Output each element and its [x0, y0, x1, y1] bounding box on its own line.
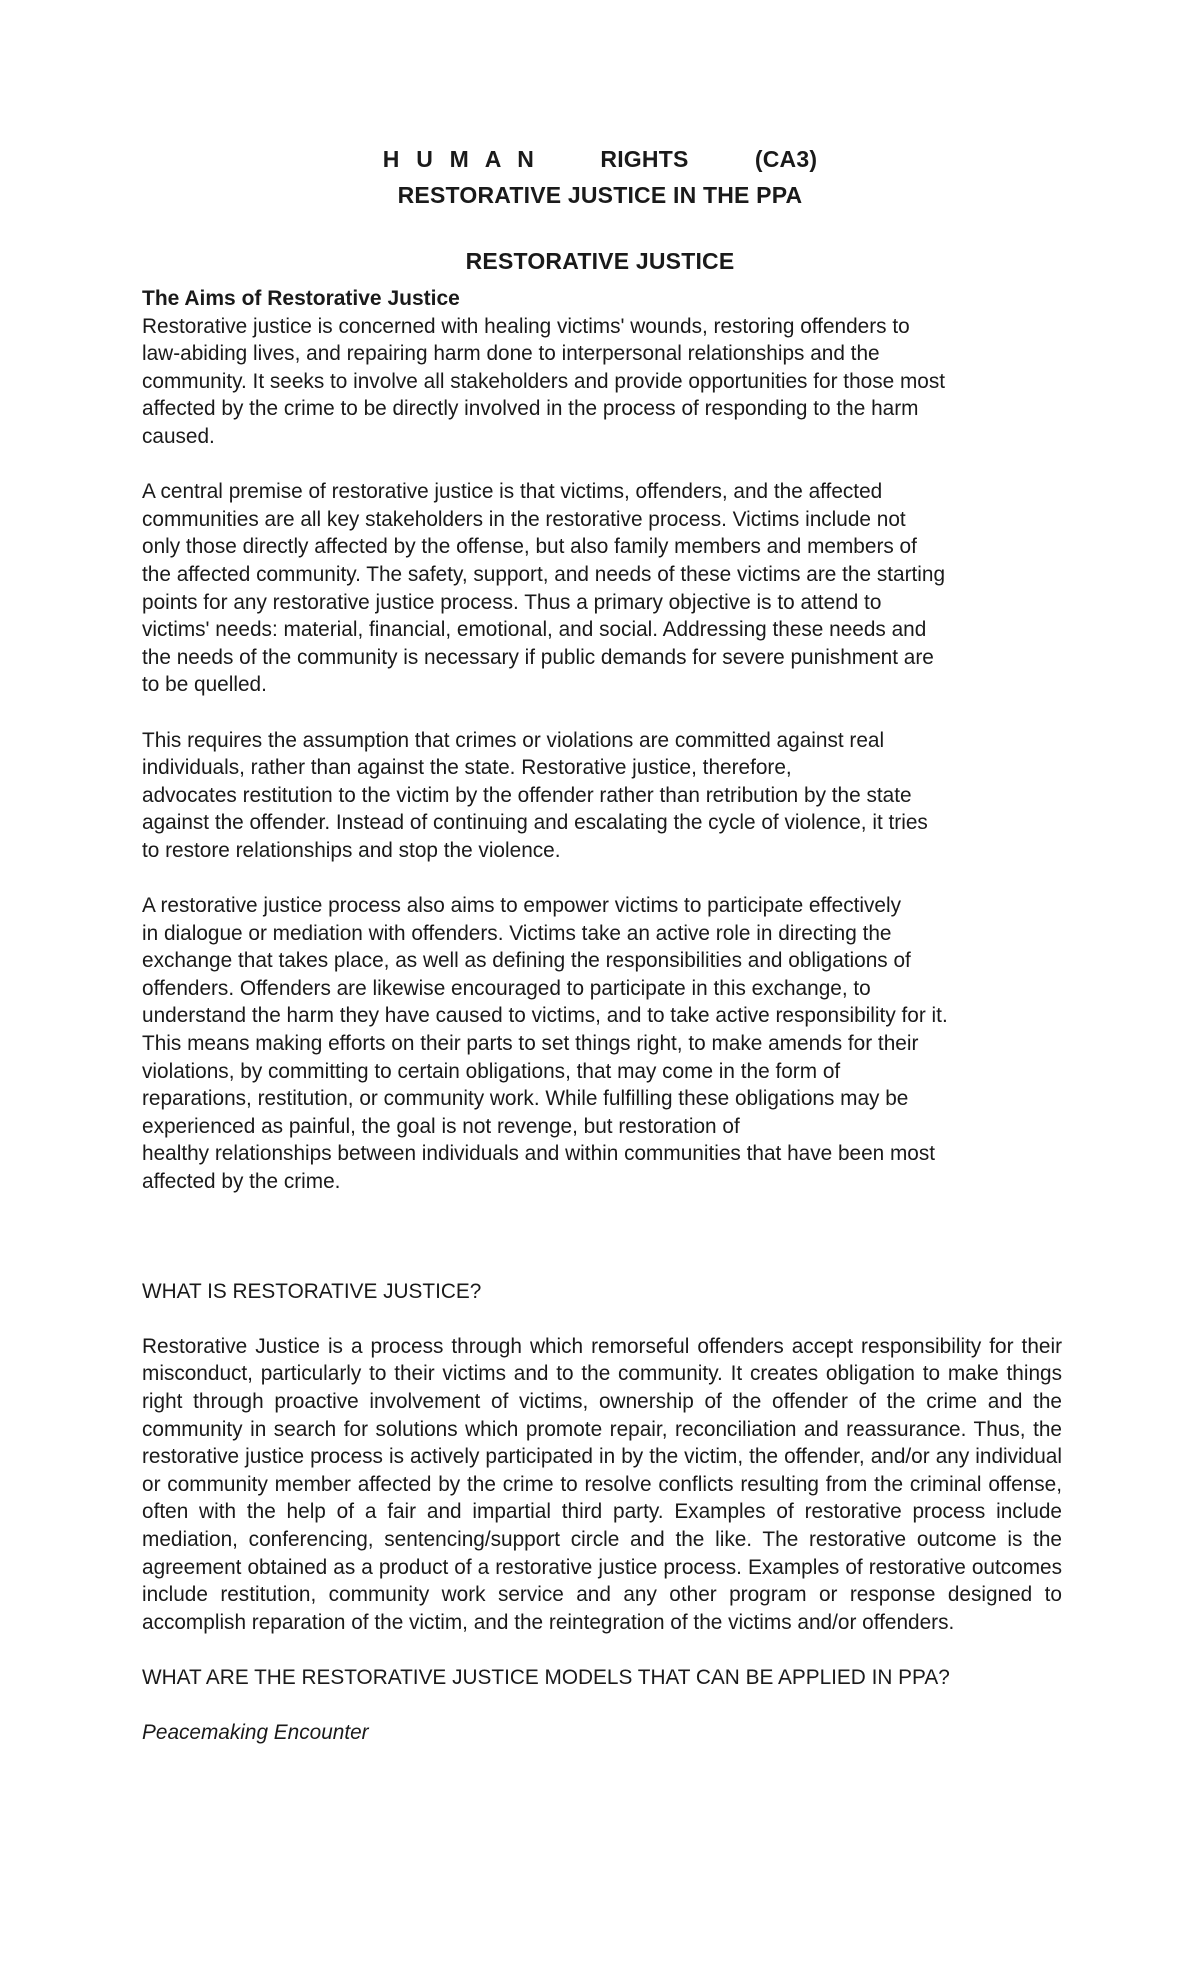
- text-line: This means making efforts on their parts to set things right, to make amends for their: [142, 1032, 919, 1056]
- text-line: experienced as painful, the goal is not revenge, but restoration of: [142, 1114, 740, 1138]
- text-line: This requires the assumption that crimes or violations are committed against real: [142, 728, 885, 752]
- text-line: the affected community. The safety, support, and needs of these victims are the starting: [142, 562, 946, 586]
- text-line: points for any restorative justice process. Thus a primary objective is to attend to: [142, 590, 882, 614]
- text-line: to be quelled.: [142, 673, 267, 697]
- text-line: affected by the crime to be directly involved in the process of responding to the harm: [142, 397, 919, 421]
- aims-paragraph-3: [142, 727, 1062, 865]
- text-line: reparations, restitution, or community work. While fulfilling these obligations may be: [142, 1087, 909, 1111]
- aims-paragraph-2: [142, 478, 1062, 699]
- aims-heading: The Aims of Restorative Justice: [142, 287, 460, 310]
- text-line: community. It seeks to involve all stakeholders and provide opportunities for those most: [142, 369, 946, 393]
- models-subheading: Peacemaking Encounter: [142, 1721, 369, 1745]
- aims-paragraph-1: [142, 313, 1062, 451]
- text-line: individuals, rather than against the state. Restorative justice, therefore,: [142, 756, 792, 780]
- text-line: healthy relationships between individuals and within communities that have been most: [142, 1142, 936, 1166]
- text-line: the needs of the community is necessary if public demands for severe punishment are: [142, 645, 934, 669]
- what-is-heading: WHAT IS RESTORATIVE JUSTICE?: [142, 1279, 482, 1303]
- text-line: understand the harm they have caused to victims, and to take active responsibility for it.: [142, 1004, 948, 1028]
- text-line: victims' needs: material, financial, emotional, and social. Addressing these needs and: [142, 618, 927, 642]
- text-line: to restore relationships and stop the violence.: [142, 838, 561, 862]
- text-line: in dialogue or mediation with offenders. Victims take an active role in directing the: [142, 921, 892, 945]
- section-gap: [142, 1196, 1062, 1278]
- section-title: RESTORATIVE JUSTICE: [465, 248, 735, 274]
- text-line: against the offender. Instead of continuing and escalating the cycle of violence, it tries: [142, 811, 928, 835]
- aims-paragraph-4: [142, 892, 1062, 1196]
- text-line: A central premise of restorative justice is that victims, offenders, and the affected: [142, 480, 883, 504]
- document-title: H U M A N RIGHTS (CA3): [382, 146, 818, 172]
- text-line: A restorative justice process also aims to empower victims to participate effectively: [142, 894, 902, 918]
- text-line: offenders. Offenders are likewise encouraged to participate in this exchange, to: [142, 976, 871, 1000]
- text-line: only those directly affected by the offense, but also family members and members of: [142, 535, 917, 559]
- text-line: violations, by committing to certain obligations, that may come in the form of: [142, 1059, 841, 1083]
- text-line: affected by the crime.: [142, 1170, 341, 1193]
- text-line: law-abiding lives, and repairing harm done to interpersonal relationships and the: [142, 342, 880, 366]
- text-line: caused.: [142, 424, 215, 448]
- text-line: advocates restitution to the victim by the offender rather than retribution by the state: [142, 783, 912, 807]
- what-is-paragraph: Restorative Justice is a process through which remorseful offenders accept responsibility for their misconduct, particularly to their victims and to the community. It creates obligation to make things right through proactive involvement of victims, ownership of the offender of the crime and the community in search for solutions which promote repair, reconciliation and reassurance. Thus, the restorative justice process is actively participated in by the victim, the offender, and/or any individual or community member affected by the crime to resolve conflicts resulting from the criminal offense, often with the help of a fair and impartial third party. Examples of restorative process include mediation, conferencing, sentencing/support circle and the like. The restorative outcome is the agreement obtained as a product of a restorative justice process. Examples of restorative outcomes include restitution, community work service and any other program or response designed to accomplish reparation of the victim, and the reintegration of the victims and/or offenders.: [142, 1334, 1062, 1634]
- text-line: exchange that takes place, as well as defining the responsibilities and obligations of: [142, 949, 911, 973]
- document-body: [142, 285, 1062, 1747]
- models-heading: WHAT ARE THE RESTORATIVE JUSTICE MODELS THAT CAN BE APPLIED IN PPA?: [142, 1665, 950, 1689]
- text-line: Restorative justice is concerned with healing victims' wounds, restoring offenders to: [142, 314, 910, 338]
- text-line: communities are all key stakeholders in the restorative process. Victims include not: [142, 507, 906, 531]
- document-subtitle: RESTORATIVE JUSTICE IN THE PPA: [397, 182, 803, 208]
